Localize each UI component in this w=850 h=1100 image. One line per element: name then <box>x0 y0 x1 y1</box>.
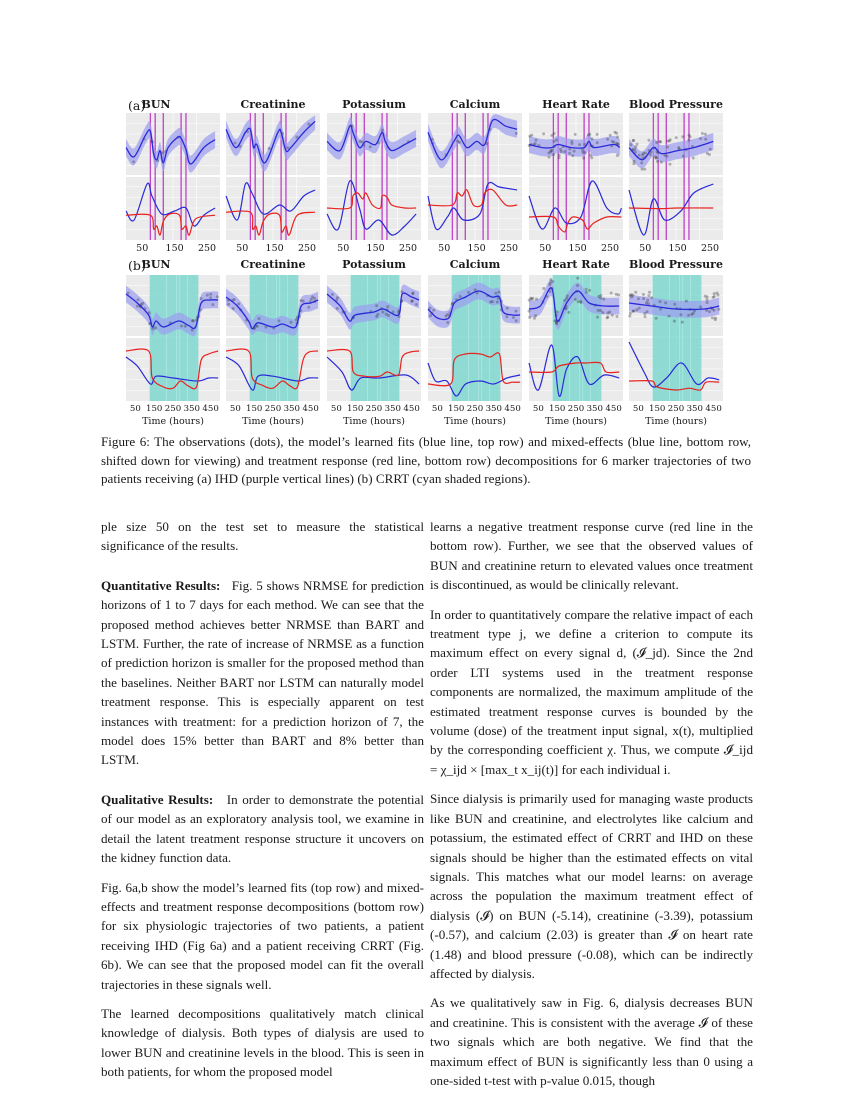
observation-dot <box>579 300 582 303</box>
panel-title-heart-rate: Heart Rate <box>542 98 610 111</box>
observation-dot <box>265 326 268 329</box>
observation-dot <box>232 307 235 310</box>
panel-title-potassium: Potassium <box>342 98 406 111</box>
x-tick-label: 450 <box>302 404 319 414</box>
plot-a-blood-pressure <box>629 113 723 240</box>
observation-dot <box>634 145 637 148</box>
x-tick-label: 50 <box>129 404 141 414</box>
observation-dot <box>628 315 631 318</box>
observation-dot <box>528 310 531 313</box>
observation-dot <box>553 132 556 135</box>
observation-dot <box>180 324 183 327</box>
observation-dot <box>200 297 203 300</box>
observation-dot <box>585 288 588 291</box>
observation-dot <box>588 133 591 136</box>
observation-dot <box>596 141 599 144</box>
x-tick-label: 50 <box>431 404 443 414</box>
x-tick-label: 250 <box>264 404 282 414</box>
x-tick-label: 450 <box>605 404 622 414</box>
observation-dot <box>709 148 712 151</box>
observation-dot <box>216 295 219 298</box>
panel-title-bun: BUN <box>141 98 171 111</box>
x-tick-label: 450 <box>403 404 420 414</box>
observation-dot <box>599 294 602 297</box>
observation-dot <box>567 311 570 314</box>
x-axis-label: Time (hours) <box>545 416 607 427</box>
paragraph: ple size 50 on the test set to measure the statistical significance of the results. <box>101 519 424 554</box>
x-axis-label: Time (hours) <box>242 416 304 427</box>
x-tick-label: 250 <box>567 404 585 414</box>
observation-dot <box>655 317 658 320</box>
observation-dot <box>307 123 310 126</box>
observation-dot <box>705 298 708 301</box>
observation-dot <box>489 301 492 304</box>
x-tick-label: 350 <box>686 404 703 414</box>
paragraph: In order to quantitatively compare the relative impact of each treatment type j, we define a criterion to compute its maximum effect on every signal d, (𝓘_jd). Since the 2nd order LTI systems used in the treatment response components are normalized, the maximum amplitude of the estimated treatment response curves is bounded by the volume (dose) of the treatment input signal, x(t), multiplied by the corresponding coefficient χ. Thus, we compute 𝓘_ijd = χ_ijd × [max_t x_ij(t)] for each individual i. <box>430 606 753 777</box>
observation-dot <box>336 296 339 299</box>
observation-dot <box>386 305 389 308</box>
x-axis-label: Time (hours) <box>142 416 204 427</box>
x-tick-label: 50 <box>330 404 342 414</box>
observation-dot <box>675 136 678 139</box>
x-tick-label: 150 <box>265 243 284 254</box>
observation-dot <box>650 296 653 299</box>
observation-dot <box>302 300 305 303</box>
x-tick-label: 50 <box>136 243 149 254</box>
x-tick-label: 350 <box>283 404 300 414</box>
observation-dot <box>534 139 537 142</box>
observation-dot <box>714 316 717 319</box>
crrt-shaded-region <box>653 275 702 401</box>
observation-dot <box>590 156 593 159</box>
observation-dot <box>708 310 711 313</box>
row-a-label: (a) <box>128 98 146 113</box>
observation-dot <box>632 310 635 313</box>
observation-dot <box>571 154 574 157</box>
paragraph: learns a negative treatment response curve (red line in the bottom row). Further, we see that the observed values of BUN and creatinine return to elevated values once treatment is discontinued, as would be clinically relevant. <box>430 519 753 593</box>
treatment-response-line <box>629 208 713 209</box>
observation-dot <box>154 326 157 329</box>
observation-dot <box>601 311 604 314</box>
x-axis-label: Time (hours) <box>343 416 405 427</box>
observation-dot <box>632 294 635 297</box>
observation-dot <box>629 312 632 315</box>
observation-dot <box>642 293 645 296</box>
x-tick-label: 250 <box>499 243 519 254</box>
observation-dot <box>585 291 588 294</box>
observation-dot <box>336 307 339 310</box>
crrt-shaded-region <box>250 275 299 401</box>
x-tick-label: 150 <box>245 404 263 414</box>
observation-dot <box>558 156 561 159</box>
observation-dot <box>636 143 639 146</box>
paragraph: The learned decompositions qualitatively match clinical knowledge of dialysis. Both types of dialysis are used to lower BUN and creatinine levels in the blood. This is seen in both patients, for whom the proposed model <box>101 1005 424 1080</box>
observation-dot <box>574 298 577 301</box>
panel-title-calcium: Calcium <box>449 258 501 271</box>
observation-dot <box>381 310 384 313</box>
observation-dot <box>576 277 579 280</box>
paragraph: Since dialysis is primarily used for managing waste products like BUN and creatinine, and electrolytes like calcium and potassium, the estimated effect of CRRT and IHD on these signals should be higher than the estimated effects on vital signals. This matches what our model learns: on average across the population the maximum treatment effect of dialysis (𝓘) on BUN (-5.14), creatinine (-3.39), potassium (-0.57), and calcium (2.03) is greater than 𝓘 on heart rate (1.48) and blood pressure (-0.08), which can be indirectly affected by dialysis. <box>430 791 753 981</box>
observation-dot <box>136 305 139 308</box>
observation-dot <box>256 325 259 328</box>
observation-dot <box>615 132 618 135</box>
observation-dot <box>227 303 230 306</box>
figure-caption: Figure 6: The observations (dots), the model’s learned fits (blue line, top row) and mixed-effects (blue line, bottom row, shifted down for viewing) and treatment response (red line, bottom row) decompositions for 6 marker trajectories of two patients receiving (a) IHD (purple vertical lines) (b) CRRT (cyan shaded regions). <box>101 434 751 487</box>
observation-dot <box>331 293 334 296</box>
observation-dot <box>184 325 187 328</box>
observation-dot <box>699 137 702 140</box>
x-tick-label: 450 <box>202 404 219 414</box>
observation-dot <box>656 160 659 163</box>
observation-dot <box>638 307 641 310</box>
observation-dot <box>506 307 509 310</box>
observation-dot <box>583 151 586 154</box>
observation-dot <box>647 294 650 297</box>
observation-dot <box>673 303 676 306</box>
paragraph-text: Fig. 5 shows NRMSE for prediction horizons of 1 to 7 days for each method. We can see that the proposed method achieves better NRMSE than BART and LSTM. Further, the rate of increase of NRMSE as a function of prediction horizon is smaller for the proposed method than the baselines. Neither BART nor LSTM can naturally model treatment response. This is especially apparent on test instances with treatment: for a prediction horizon of 7, the model does 15% better than BART and 8% better than LSTM. <box>101 577 424 768</box>
observation-dot <box>610 292 613 295</box>
observation-dot <box>711 316 714 319</box>
observation-dot <box>444 315 447 318</box>
observation-dot <box>530 134 533 137</box>
observation-dot <box>664 301 667 304</box>
x-tick-label: 350 <box>384 404 401 414</box>
x-tick-label: 50 <box>539 243 552 254</box>
panel-title-blood-pressure: Blood Pressure <box>629 98 723 111</box>
observation-dot <box>307 306 310 309</box>
x-tick-label: 150 <box>548 404 566 414</box>
observation-dot <box>648 291 651 294</box>
observation-dot <box>528 316 531 319</box>
plot-a-bun <box>126 113 220 240</box>
observation-dot <box>611 140 614 143</box>
observation-dot <box>615 293 618 296</box>
observation-dot <box>647 139 650 142</box>
observation-dot <box>632 162 635 165</box>
observation-dot <box>668 163 671 166</box>
crrt-shaded-region <box>351 275 400 401</box>
observation-dot <box>632 139 635 142</box>
observation-dot <box>635 308 638 311</box>
section-heading: Qualitative Results: <box>101 791 214 807</box>
observation-dot <box>713 292 716 295</box>
plot-b-bun <box>126 275 220 401</box>
x-tick-label: 150 <box>467 243 486 254</box>
x-tick-label: 450 <box>705 404 722 414</box>
observation-dot <box>549 149 552 152</box>
observation-dot <box>629 294 632 297</box>
x-tick-label: 50 <box>337 243 350 254</box>
observation-dot <box>668 315 671 318</box>
observation-dot <box>591 137 594 140</box>
x-tick-label: 250 <box>667 404 685 414</box>
figure-6 <box>0 0 850 500</box>
observation-dot <box>576 284 579 287</box>
observation-dot <box>616 154 619 157</box>
observation-dot <box>550 134 553 137</box>
observation-dot <box>666 155 669 158</box>
observation-dot <box>209 293 212 296</box>
observation-dot <box>606 316 609 319</box>
observation-dot <box>640 168 643 171</box>
x-tick-label: 150 <box>346 404 364 414</box>
observation-dot <box>658 300 661 303</box>
plot-b-calcium <box>428 275 522 401</box>
observation-dot <box>704 133 707 136</box>
x-axis-label: Time (hours) <box>444 416 506 427</box>
observation-dot <box>542 132 545 135</box>
plot-a-potassium <box>327 113 421 240</box>
paragraph-text: In order to demonstrate the potential of our model as an exploratory analysis tool, we examine in detail the latent treatment response structure it uncovers on the kidney function data. <box>101 791 424 866</box>
x-tick-label: 50 <box>438 243 451 254</box>
observation-dot <box>535 298 538 301</box>
observation-dot <box>682 155 685 158</box>
observation-dot <box>211 303 214 306</box>
observation-dot <box>659 308 662 311</box>
observation-dot <box>415 303 418 306</box>
x-tick-label: 250 <box>164 404 182 414</box>
observation-dot <box>234 142 237 145</box>
observation-dot <box>375 304 378 307</box>
x-tick-label: 150 <box>366 243 385 254</box>
right-column <box>430 517 753 1100</box>
observation-dot <box>257 317 260 320</box>
observation-dot <box>209 296 212 299</box>
observation-dot <box>375 315 378 318</box>
observation-dot <box>606 138 609 141</box>
plot-b-blood-pressure <box>629 275 723 401</box>
observation-dot <box>706 301 709 304</box>
paragraph-qualitative <box>101 790 424 868</box>
x-tick-label: 150 <box>447 404 465 414</box>
x-tick-label: 150 <box>648 404 666 414</box>
observation-dot <box>668 139 671 142</box>
x-tick-label: 350 <box>485 404 502 414</box>
observation-dot <box>640 161 643 164</box>
observation-dot <box>206 294 209 297</box>
observation-dot <box>542 287 545 290</box>
observation-dot <box>566 295 569 298</box>
x-tick-label: 150 <box>668 243 687 254</box>
observation-dot <box>681 135 684 138</box>
observation-dot <box>237 302 240 305</box>
x-tick-label: 50 <box>236 243 249 254</box>
observation-dot <box>286 146 289 149</box>
observation-dot <box>582 157 585 160</box>
observation-dot <box>681 321 684 324</box>
x-tick-label: 250 <box>365 404 383 414</box>
observation-dot <box>666 145 669 148</box>
x-tick-label: 150 <box>145 404 163 414</box>
observation-dot <box>716 291 719 294</box>
observation-dot <box>687 314 690 317</box>
observation-dot <box>290 321 293 324</box>
plot-a-creatinine <box>226 113 320 240</box>
observation-dot <box>701 132 704 135</box>
plot-b-potassium <box>327 275 421 401</box>
observation-dot <box>552 140 555 143</box>
observation-dot <box>496 300 499 303</box>
x-tick-label: 350 <box>586 404 603 414</box>
paragraph: As we qualitatively saw in Fig. 6, dialysis decreases BUN and creatinine. This is consistent with the average 𝓘 of these two signals which are both negative. We find that the maximum effect of BUN is significantly less than 0 using a one-sided t-test with p-value 0.015, though <box>430 995 753 1088</box>
panel-title-creatinine: Creatinine <box>240 258 306 271</box>
observation-dot <box>704 295 707 298</box>
observation-dot <box>515 132 518 135</box>
paragraph-quantitative <box>101 576 424 770</box>
observation-dot <box>692 312 695 315</box>
section-heading: Quantitative Results: <box>101 577 221 593</box>
panel-title-potassium: Potassium <box>342 258 406 271</box>
x-axis-label: Time (hours) <box>645 416 707 427</box>
panel-title-calcium: Calcium <box>449 98 501 111</box>
observation-dot <box>570 142 573 145</box>
x-tick-label: 250 <box>466 404 484 414</box>
x-tick-label: 150 <box>568 243 587 254</box>
observation-dot <box>191 319 194 322</box>
observation-dot <box>432 309 435 312</box>
plot-b-heart-rate <box>529 275 623 401</box>
observation-dot <box>556 310 559 313</box>
observation-dot <box>644 151 647 154</box>
panel-title-blood-pressure: Blood Pressure <box>629 258 723 271</box>
x-tick-label: 250 <box>197 243 217 254</box>
observation-dot <box>611 314 614 317</box>
observation-dot <box>573 150 576 153</box>
panel-title-heart-rate: Heart Rate <box>542 258 610 271</box>
observation-dot <box>717 308 720 311</box>
observation-dot <box>655 156 658 159</box>
panel-title-creatinine: Creatinine <box>240 98 306 111</box>
observation-dot <box>643 312 646 315</box>
observation-dot <box>548 156 551 159</box>
observation-dot <box>634 291 637 294</box>
observation-dot <box>646 299 649 302</box>
x-tick-label: 250 <box>297 243 317 254</box>
observation-dot <box>568 152 571 155</box>
x-tick-label: 50 <box>639 243 652 254</box>
x-tick-label: 250 <box>600 243 620 254</box>
paragraph: Fig. 6a,b show the model’s learned fits (top row) and mixed-effects and treatment response decompositions (bottom row) for six physiologic trajectories of two patients, a patient receiving IHD (Fig 6a) and a patient receiving CRRT (Fig. 6b). We can see that the proposed model can fit the overall trajectories in these signals well. <box>101 879 424 992</box>
x-tick-label: 250 <box>398 243 418 254</box>
observation-dot <box>615 315 618 318</box>
crrt-shaded-region <box>150 275 199 401</box>
row-b-label: (b) <box>128 258 146 273</box>
left-column <box>101 517 424 1092</box>
observation-dot <box>233 298 236 301</box>
plot-a-heart-rate <box>529 113 623 240</box>
observation-dot <box>597 309 600 312</box>
observation-dot <box>692 156 695 159</box>
observation-dot <box>673 320 676 323</box>
observation-dot <box>687 139 690 142</box>
observation-dot <box>699 305 702 308</box>
observation-dot <box>713 295 716 298</box>
observation-dot <box>677 146 680 149</box>
observation-dot <box>616 136 619 139</box>
x-tick-label: 250 <box>700 243 720 254</box>
observation-dot <box>268 147 271 150</box>
observation-dot <box>637 297 640 300</box>
observation-dot <box>385 313 388 316</box>
x-tick-label: 450 <box>504 404 521 414</box>
observation-dot <box>533 317 536 320</box>
observation-dot <box>659 140 662 143</box>
panel-title-bun: BUN <box>141 258 171 271</box>
observation-dot <box>574 133 577 136</box>
observation-dot <box>596 133 599 136</box>
observation-dot <box>552 153 555 156</box>
observation-dot <box>563 299 566 302</box>
observation-dot <box>137 298 140 301</box>
observation-dot <box>132 160 135 163</box>
observation-dot <box>310 298 313 301</box>
observation-dot <box>497 291 500 294</box>
x-tick-label: 50 <box>632 404 644 414</box>
observation-dot <box>602 298 605 301</box>
observation-dot <box>689 135 692 138</box>
observation-dot <box>560 150 563 153</box>
observation-dot <box>704 138 707 141</box>
x-tick-label: 50 <box>229 404 241 414</box>
observation-dot <box>660 161 663 164</box>
observation-dot <box>505 315 508 318</box>
observation-dot <box>494 292 497 295</box>
observation-dot <box>655 141 658 144</box>
observation-dot <box>529 297 532 300</box>
observation-dot <box>685 300 688 303</box>
observation-dot <box>548 283 551 286</box>
observation-dot <box>679 313 682 316</box>
observation-dot <box>458 141 461 144</box>
observation-dot <box>633 148 636 151</box>
observation-dot <box>644 315 647 318</box>
x-tick-label: 150 <box>165 243 184 254</box>
observation-dot <box>643 168 646 171</box>
observation-dot <box>555 138 558 141</box>
observation-dot <box>512 316 515 319</box>
observation-dot <box>514 310 517 313</box>
observation-dot <box>638 154 641 157</box>
observation-dot <box>578 143 581 146</box>
observation-dot <box>606 311 609 314</box>
observation-dot <box>706 152 709 155</box>
observation-dot <box>277 319 280 322</box>
observation-dot <box>369 145 372 148</box>
observation-dot <box>446 321 449 324</box>
observation-dot <box>649 153 652 156</box>
plot-a-calcium <box>428 113 522 240</box>
x-tick-label: 350 <box>183 404 200 414</box>
observation-dot <box>563 150 566 153</box>
observation-dot <box>588 289 591 292</box>
observation-dot <box>609 134 612 137</box>
plot-b-creatinine <box>226 275 320 401</box>
observation-dot <box>381 129 384 132</box>
observation-dot <box>515 319 518 322</box>
observation-dot <box>429 314 432 317</box>
observation-dot <box>596 316 599 319</box>
observation-dot <box>642 297 645 300</box>
observation-dot <box>467 291 470 294</box>
observation-dot <box>459 295 462 298</box>
observation-dot <box>629 143 632 146</box>
observation-dot <box>411 292 414 295</box>
x-tick-label: 50 <box>532 404 544 414</box>
observation-dot <box>410 300 413 303</box>
